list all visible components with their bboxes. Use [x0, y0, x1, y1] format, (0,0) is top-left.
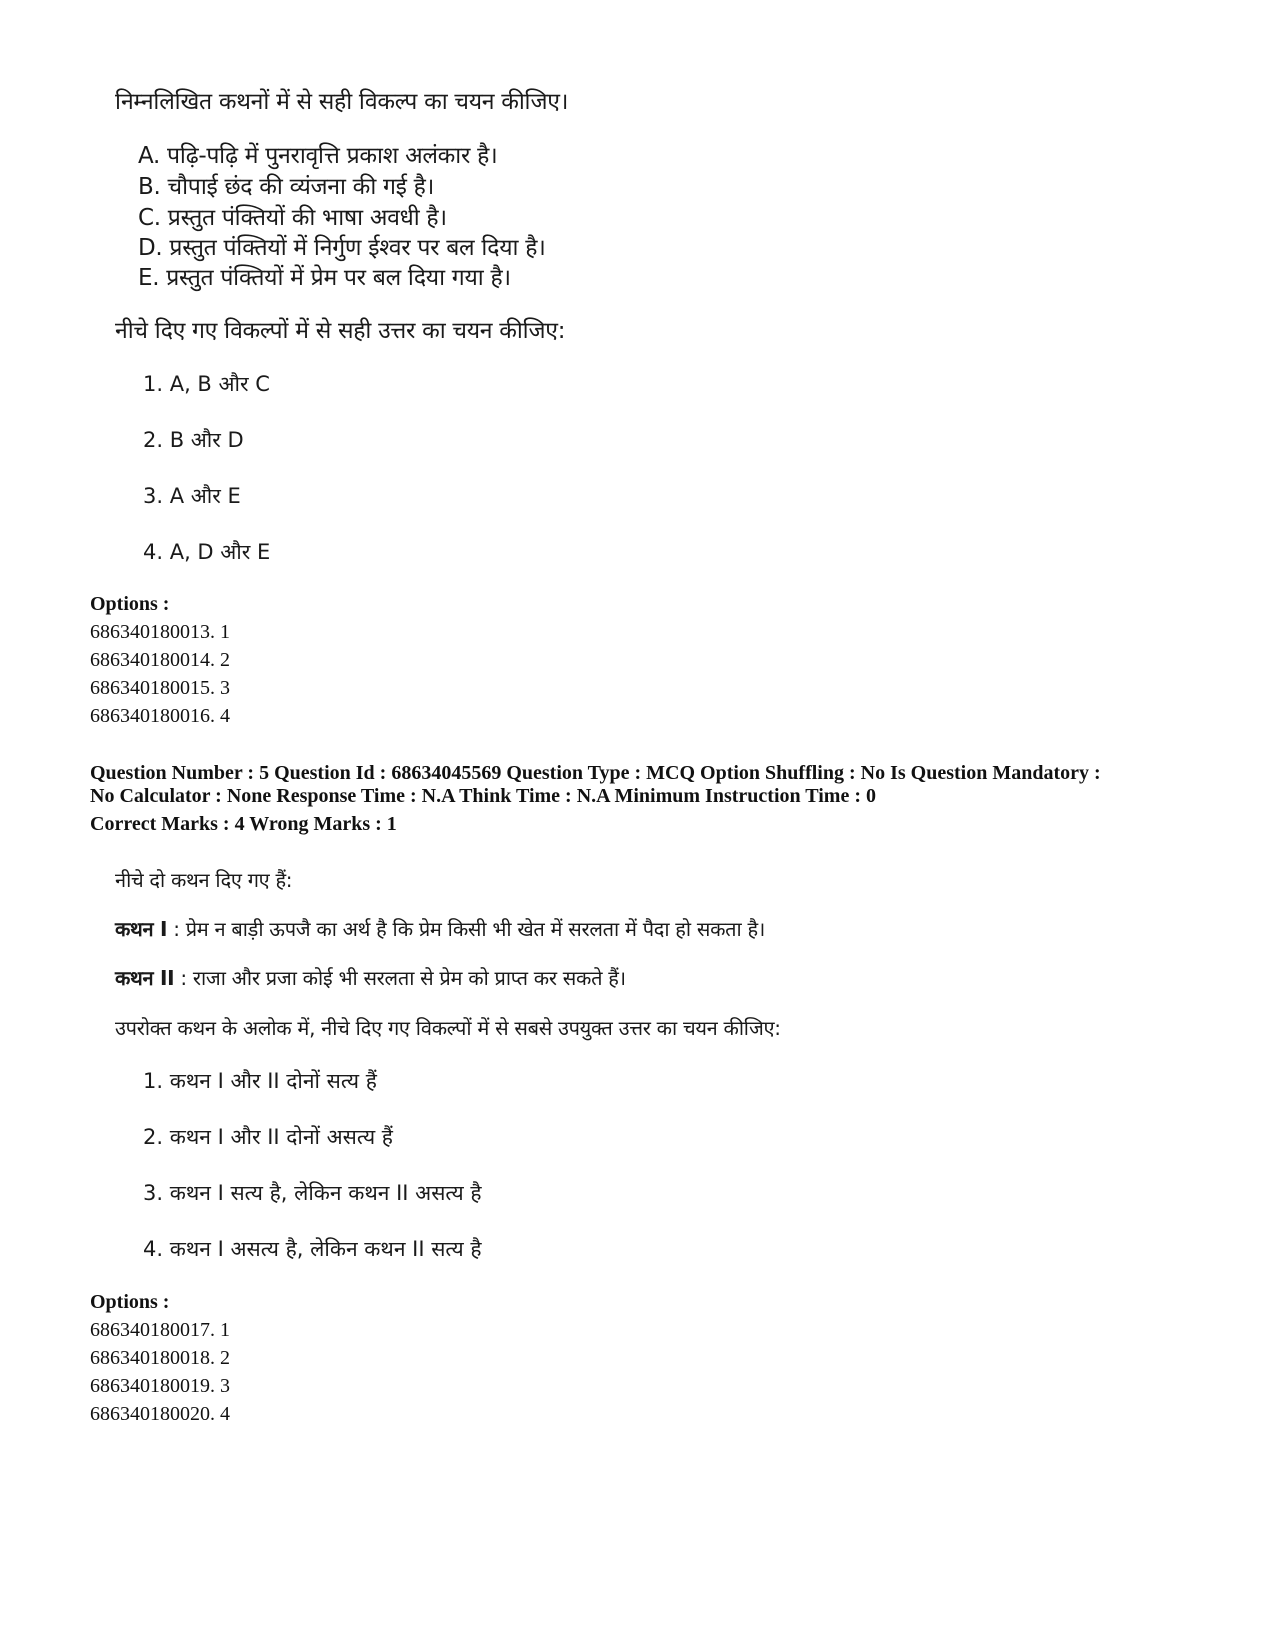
- q5-statement-2-label: कथन II: [115, 966, 175, 990]
- q4-options-label: Options :: [90, 593, 170, 615]
- q5-choice-4: 4. कथन I असत्य है, लेकिन कथन II सत्य है: [143, 1237, 482, 1261]
- q5-statement-2: [115, 964, 626, 991]
- q5-option-3: 686340180019. 3: [90, 1375, 230, 1397]
- q4-prompt: निम्नलिखित कथनों में से सही विकल्प का चयन कीजिए।: [115, 89, 569, 115]
- q4-statement-d: D. प्रस्तुत पंक्तियों में निर्गुण ईश्वर पर बल दिया है।: [138, 235, 546, 261]
- q4-statement-c: C. प्रस्तुत पंक्तियों की भाषा अवधी है।: [138, 205, 447, 231]
- q5-choose-instruction: उपरोक्त कथन के अलोक में, नीचे दिए गए विकल्पों में से सबसे उपयुक्त उत्तर का चयन कीजिए:: [115, 1016, 781, 1040]
- q5-statement-1-text: : प्रेम न बाड़ी ऊपजै का अर्थ है कि प्रेम किसी भी खेत में सरलता में पैदा हो सकता है।: [167, 917, 766, 941]
- q5-meta-line2: No Calculator : None Response Time : N.A Think Time : N.A Minimum Instruction Time : 0: [90, 785, 876, 807]
- q5-choice-1: 1. कथन I और II दोनों सत्य हैं: [143, 1069, 377, 1093]
- q5-option-4: 686340180020. 4: [90, 1403, 230, 1425]
- q5-statement-2-text: : राजा और प्रजा कोई भी सरलता से प्रेम को प्राप्त कर सकते हैं।: [174, 966, 626, 990]
- q4-choice-2: 2. B और D: [143, 428, 244, 452]
- q5-choice-3: 3. कथन I सत्य है, लेकिन कथन II असत्य है: [143, 1181, 482, 1205]
- q5-statement-1: [115, 915, 765, 942]
- q4-statement-a: A. पढ़ि-पढ़ि में पुनरावृत्ति प्रकाश अलंकार है।: [138, 143, 498, 169]
- q5-meta-line1: Question Number : 5 Question Id : 68634045569 Question Type : MCQ Option Shuffling : No Is Question Mandatory :: [90, 762, 1101, 784]
- q4-choose-instruction: नीचे दिए गए विकल्पों में से सही उत्तर का चयन कीजिए:: [115, 318, 566, 344]
- q4-choice-3: 3. A और E: [143, 484, 241, 508]
- q4-option-2: 686340180014. 2: [90, 649, 230, 671]
- q5-option-2: 686340180018. 2: [90, 1347, 230, 1369]
- q5-choice-2: 2. कथन I और II दोनों असत्य हैं: [143, 1125, 393, 1149]
- q4-choice-1: 1. A, B और C: [143, 372, 270, 396]
- q4-option-3: 686340180015. 3: [90, 677, 230, 699]
- q4-choice-4: 4. A, D और E: [143, 540, 271, 564]
- q5-intro: नीचे दो कथन दिए गए हैं:: [115, 868, 293, 892]
- q4-statement-b: B. चौपाई छंद की व्यंजना की गई है।: [138, 174, 434, 200]
- q5-marks: Correct Marks : 4 Wrong Marks : 1: [90, 813, 397, 835]
- q4-statement-e: E. प्रस्तुत पंक्तियों में प्रेम पर बल दिया गया है।: [138, 265, 511, 291]
- q4-option-4: 686340180016. 4: [90, 705, 230, 727]
- q5-options-label: Options :: [90, 1291, 170, 1313]
- q4-option-1: 686340180013. 1: [90, 621, 230, 643]
- q5-option-1: 686340180017. 1: [90, 1319, 230, 1341]
- q5-statement-1-label: कथन I: [115, 917, 168, 941]
